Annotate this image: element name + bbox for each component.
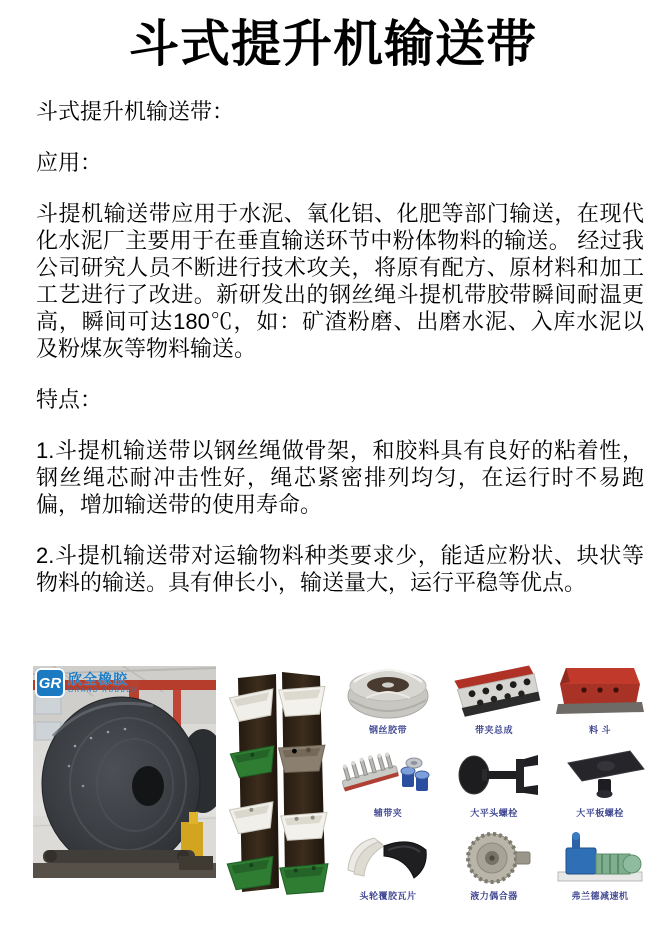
part-label: 弗兰德减速机 (571, 891, 629, 901)
page-title: 斗式提升机输送带 (129, 16, 537, 72)
head-wheel-rubber-tile-image (340, 830, 436, 886)
part-cell (442, 747, 546, 819)
part-cell (336, 830, 440, 902)
brand-name-en: GRAND RUBBER (68, 686, 139, 694)
flat-plate-bolt-image (552, 747, 648, 803)
product-name-line: 斗式提升机输送带： (36, 99, 235, 124)
part-cell (336, 747, 440, 819)
bucket-display-photo (224, 662, 334, 900)
belt-roll-photo (33, 666, 216, 878)
flender-reducer-image (552, 830, 648, 886)
part-cell (442, 830, 546, 902)
features-heading: 特点： (36, 387, 103, 412)
part-label: 带夹总成 (474, 725, 513, 735)
part-label: 大平头螺栓 (470, 808, 518, 818)
brand-logo (35, 668, 138, 698)
steel-cord-belt-image (340, 664, 436, 720)
part-cell (548, 664, 652, 736)
product-page (0, 14, 666, 901)
parts-grid (336, 664, 652, 902)
feature-item-1: 1.斗提机输送带以钢丝绳做骨架，和胶料具有良好的粘着性，钢丝绳芯耐冲击性好，绳芯紧密排列均匀，在运行时不易跑偏，增加输送带的使用寿命。 (36, 438, 644, 517)
part-label: 头轮覆胶瓦片 (359, 891, 417, 901)
article-body (0, 98, 666, 596)
aux-belt-clamp-image (340, 747, 436, 803)
brand-gr-icon (35, 668, 65, 698)
part-cell (548, 830, 652, 902)
flat-head-bolt-image (446, 747, 542, 803)
brand-monogram: GR (38, 674, 62, 692)
application-paragraph: 斗提机输送带应用于水泥、氧化铝、化肥等部门输送，在现代化水泥厂主要用于在垂直输送环节中粉体物料的输送。 经过我公司研究人员不断进行技术攻关，将原有配方、原材料和加工工艺进行了改进。新研发出的钢丝绳斗提机带胶带瞬间耐温更高，瞬间可达180℃，如：矿渣粉磨、出磨水泥、入库水泥以及粉煤灰等物料输送。 (36, 201, 644, 361)
part-label: 辅带夹 (373, 808, 403, 818)
fluid-coupling-image (446, 830, 542, 886)
hopper-image (552, 664, 648, 720)
belt-clamp-assembly-image (446, 664, 542, 720)
application-heading: 应用： (36, 150, 103, 175)
product-gallery (0, 662, 666, 944)
part-cell (442, 664, 546, 736)
part-cell (548, 747, 652, 819)
part-label: 液力偶合器 (470, 891, 518, 901)
brand-name-cn: 欣全橡胶 (68, 670, 128, 687)
bucket-board-image (224, 662, 334, 900)
part-label: 料 斗 (588, 725, 611, 735)
part-cell (336, 664, 440, 736)
feature-item-2: 2.斗提机输送带对运输物料种类要求少，能适应粉状、块状等物料的输送。具有伸长小，输送量大，运行平稳等优点。 (36, 543, 644, 595)
part-label: 大平板螺栓 (576, 808, 624, 818)
part-label: 钢丝胶带 (368, 725, 407, 735)
